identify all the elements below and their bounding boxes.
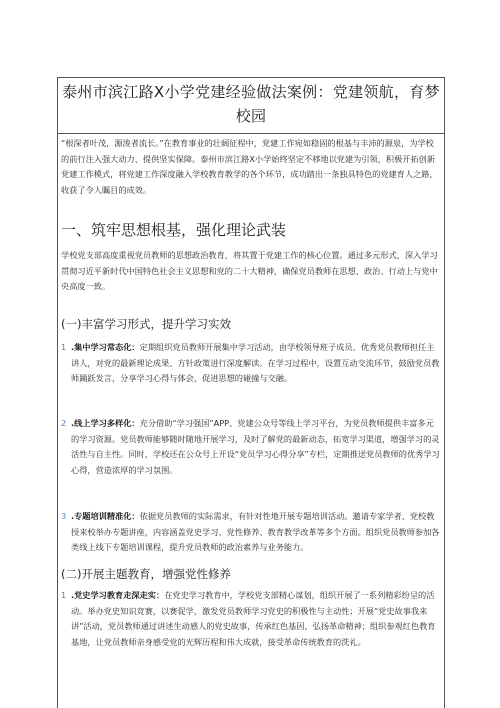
intro-paragraph: “根深者叶茂，源浚者流长。”在教育事业的壮阔征程中，党建工作宛如稳固的根基与丰沛的源泉，为学校的前行注入强大动力、提供坚实保障。泰州市滨江路X小学始终坚定不移地以党建为引领，积极开拓创新党建工作模式，将党建工作深度融入学校教育教学的各个环节，成功踏出一条独具特色的党建育人之路，收获了令人瞩目的成效。	[61, 138, 438, 195]
title-row	[58, 78, 444, 134]
item-number: 1	[61, 342, 67, 352]
item-lead: .线上学习多样化：	[71, 418, 140, 428]
subsection-heading: (一)丰富学习形式，提升学习实效	[61, 317, 231, 331]
item-lead: .党史学习教育走深走实：	[71, 590, 165, 600]
item-number: 3	[61, 511, 67, 521]
item-text	[71, 340, 441, 387]
list-item	[61, 509, 441, 556]
document-frame	[57, 77, 445, 708]
item-body: 充分借助“学习强国”APP、党建公众号等线上学习平台，为党员教师提供丰富多元的学习资源。党员教师能够随时随地开展学习，及时了解党的最新动态，拓宽学习渠道，增强学习的灵活性与自主性。同时，学校还在公众号上开设“党员学习心得分享”专栏，定期推送党员教师的优秀学习心得，营造浓厚的学习氛围。	[71, 418, 440, 475]
item-number: 1	[61, 590, 67, 600]
item-lead: .集中学习常态化：	[71, 342, 140, 352]
item-body: 依据党员教师的实际需求，有针对性地开展专题培训活动。邀请专家学者、党校教授来校举办专题讲座，内容涵盖党史学习、党性修养、教育教学改革等多个方面。组织党员教师参加各类线上线下专题培训课程，提升党员教师的政治素养与业务能力。	[71, 511, 440, 553]
list-item	[61, 340, 441, 387]
list-item	[61, 416, 441, 478]
document-title: 泰州市滨江路X小学党建经验做法案例：党建领航，育梦校园	[62, 83, 440, 125]
section-heading: 一、筑牢思想根基，强化理论武装	[61, 221, 287, 239]
item-text	[71, 509, 441, 556]
section-paragraph: 学校党支部高度重视党员教师的思想政治教育，将其置于党建工作的核心位置。通过多元形式，深入学习贯彻习近平新时代中国特色社会主义思想和党的二十大精神，确保党员教师在思想、政治、行动上与党中央高度一致。	[61, 250, 438, 292]
item-body: 在党史学习教育中，学校党支部精心谋划，组织开展了一系列精彩纷呈的活动。举办党史知识竞赛，以赛促学，激发党员教师学习党史的积极性与主动性；开展“党史故事我来讲”活动，党员教师通过讲述生动感人的党史故事，传承红色基因，弘扬革命精神；组织参观红色教育基地，让党员教师亲身感受党的光辉历程和伟大成就，接受革命传统教育的洗礼。	[71, 590, 436, 647]
list-item	[61, 588, 441, 650]
item-text	[71, 416, 441, 478]
item-lead: .专题培训精准化：	[71, 511, 140, 521]
item-text	[71, 588, 441, 650]
subsection-heading: (二)开展主题教育，增强党性修养	[61, 567, 231, 581]
item-body: 定期组织党员教师开展集中学习活动，由学校领导班子成员、优秀党员教师担任主讲人，对党的最新理论成果、方针政策进行深度解读。在学习过程中，设置互动交流环节，鼓励党员教师踊跃发言，分享学习心得与体会，促进思想的碰撞与交融。	[71, 342, 440, 384]
item-number: 2	[61, 418, 67, 428]
